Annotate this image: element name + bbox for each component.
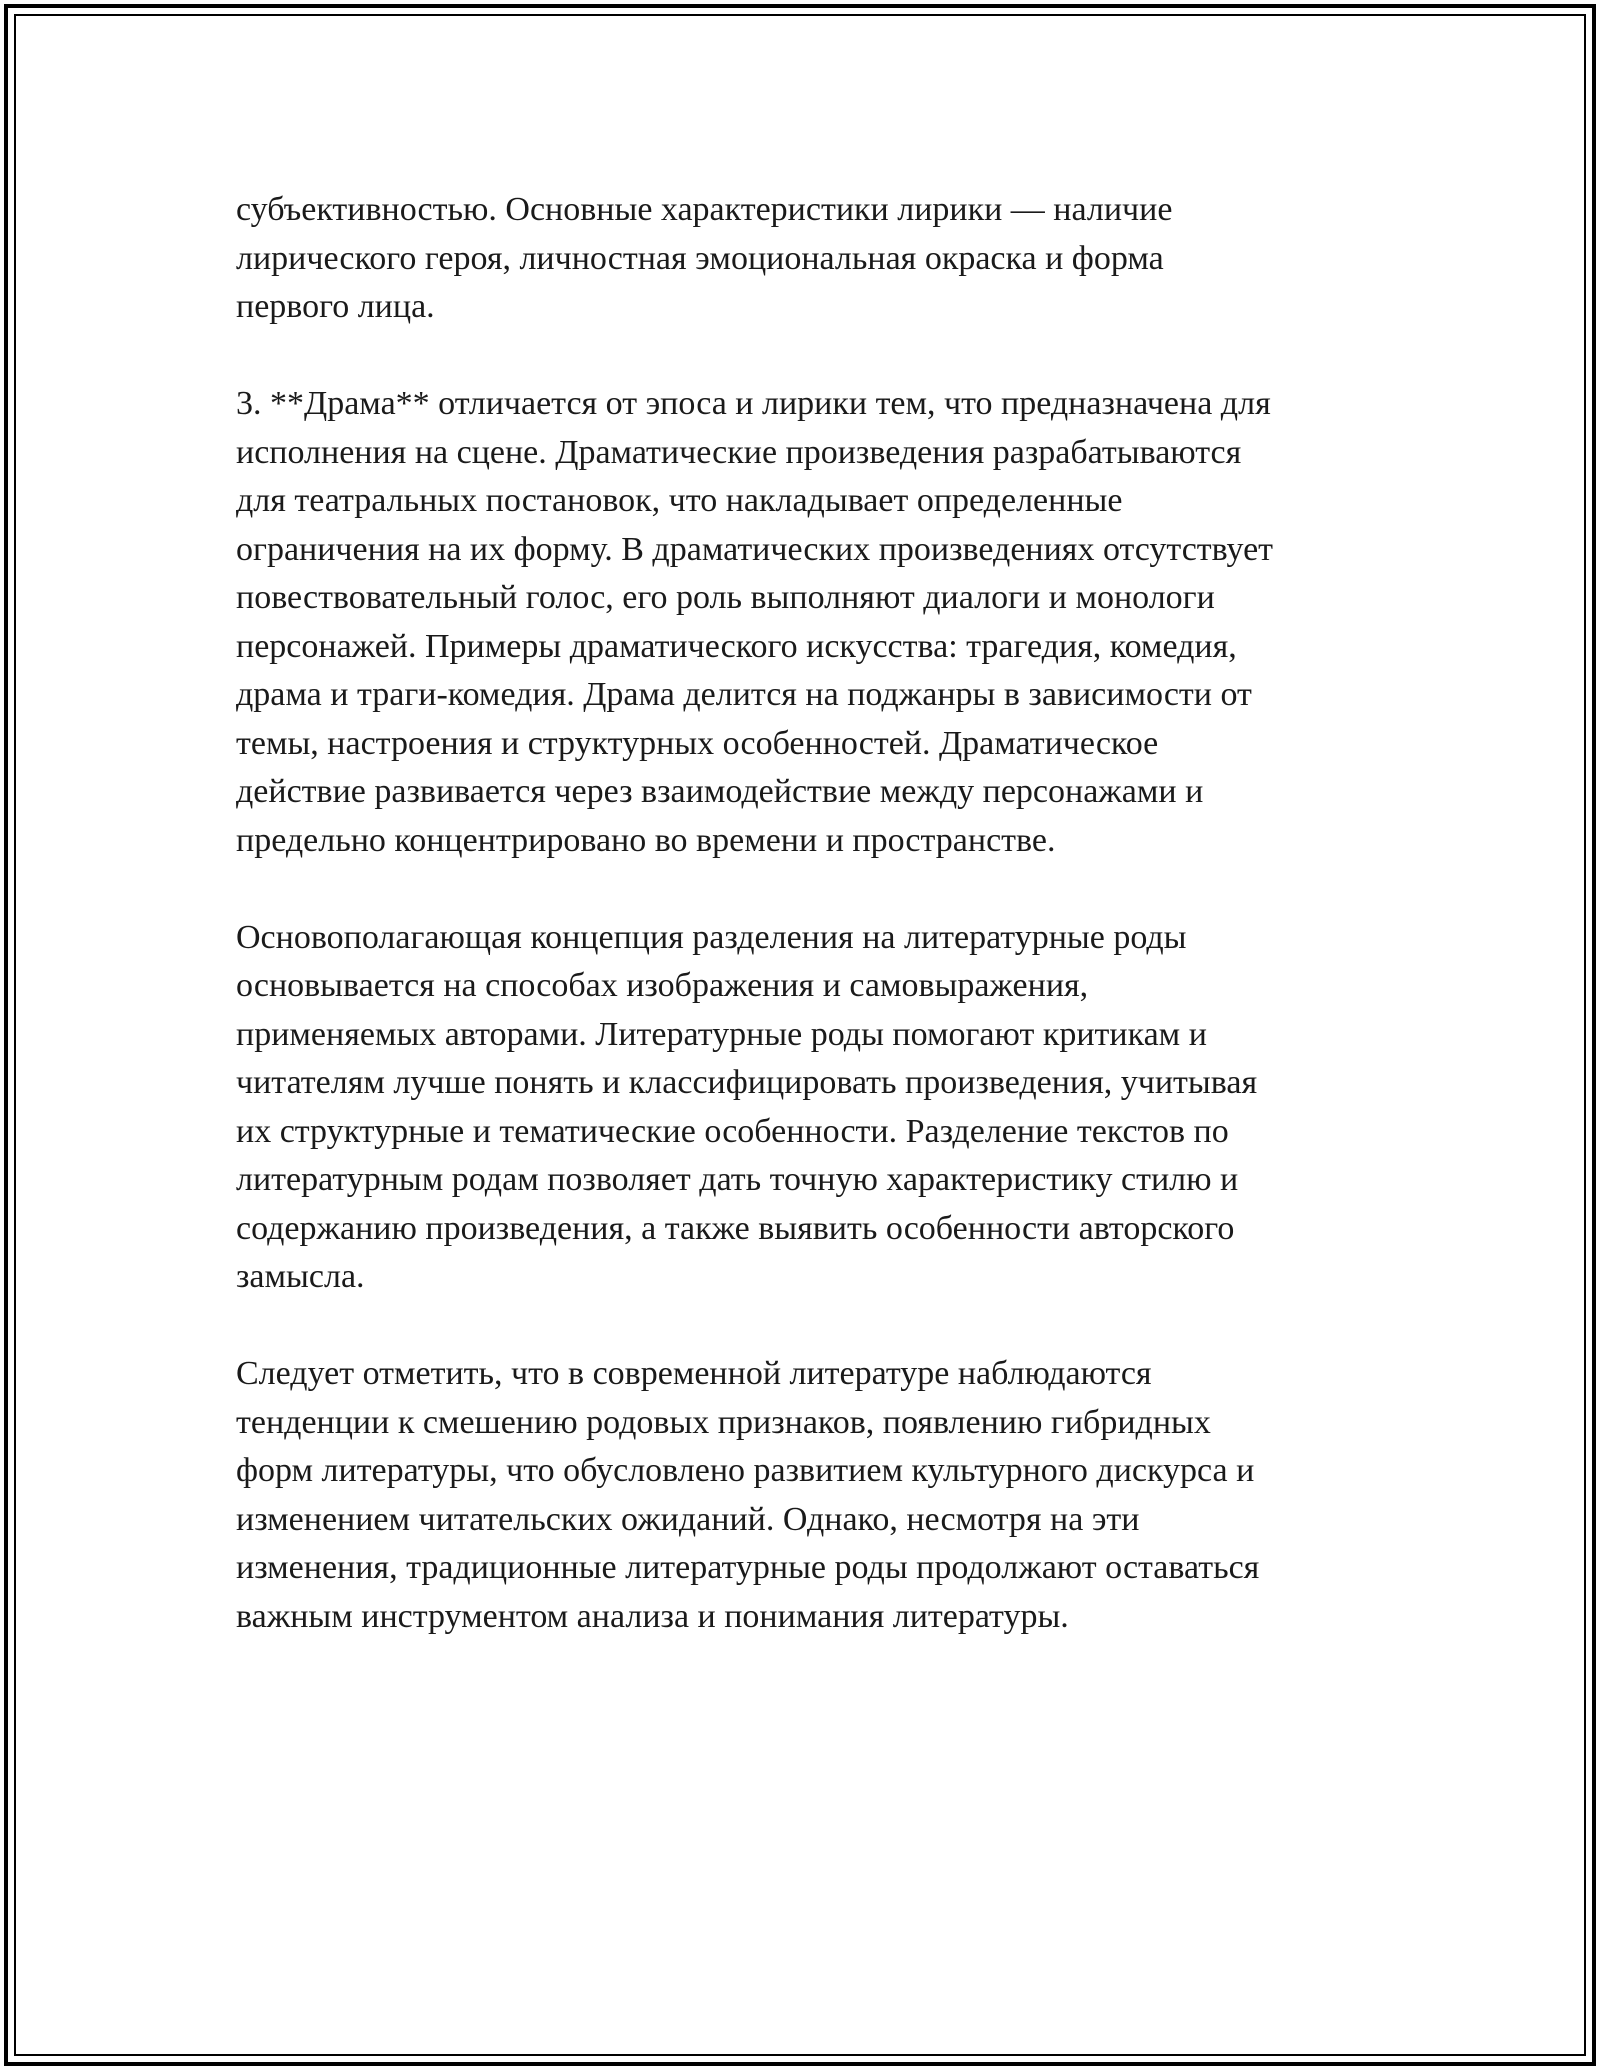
paragraph-concept: Основополагающая концепция разделения на литературные роды основывается на способах изображения и самовыражения, применяемых авторами. Литературные роды помогают критикам и читателям лучше понять и классифицировать произведения, учитывая их структурные и тематические особенности. Разделение текстов по литературным родам позволяет дать точную характеристику стилю и содержанию произведения, а также выявить особенности авторского замысла. <box>236 918 1258 1295</box>
paragraph-lyric-end: субъективностью. Основные характеристики лирики — наличие лирического героя, личностная эмоциональная окраска и форма первого лица. <box>236 191 1173 325</box>
paragraph-modern-trends: Следует отметить, что в современной литературе наблюдаются тенденции к смешению родовых признаков, появлению гибридных форм литературы, что обусловлено развитием культурного дискурса и изменением читательских ожиданий. Однако, несмотря на эти изменения, традиционные литературные роды продолжают оставаться важным инструментом анализа и понимания литературы. <box>236 1355 1260 1635</box>
document-body <box>236 186 1396 1690</box>
paragraph-drama: 3. **Драма** отличается от эпоса и лирики тем, что предназначена для исполнения на сцене. Драматические произведения разрабатываются для театральных постановок, что накладывает определенные ограничения на их форму. В драматических произведениях отсутствует повествовательный голос, его роль выполняют диалоги и монологи персонажей. Примеры драматического искусства: трагедия, комедия, драма и траги-комедия. Драма делится на поджанры в зависимости от темы, настроения и структурных особенностей. Драматическое действие развивается через взаимодействие между персонажами и предельно концентрировано во времени и пространстве. <box>236 385 1274 859</box>
